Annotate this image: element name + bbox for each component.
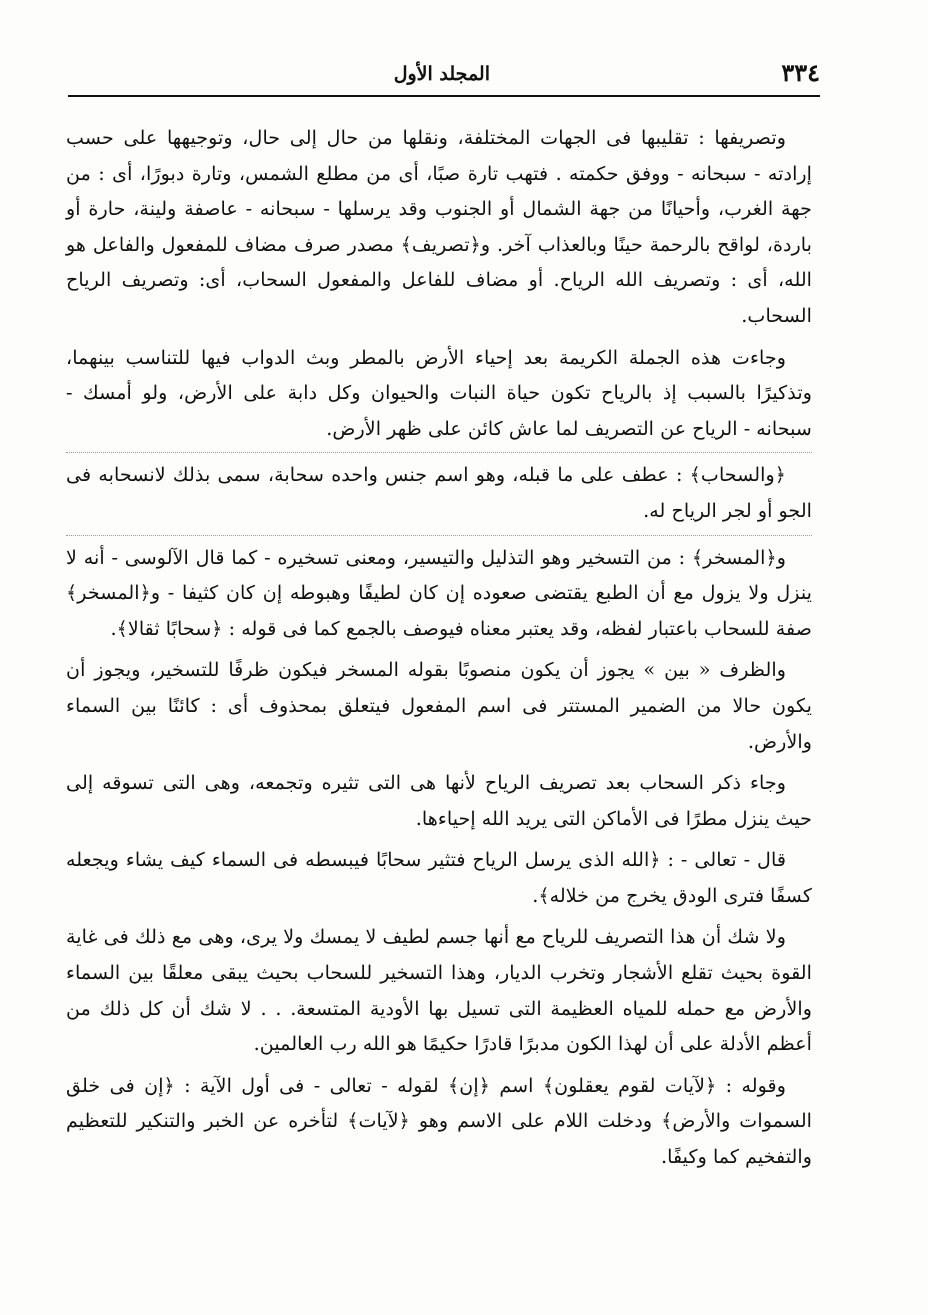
paragraph-musakhkhar: و﴿المسخر﴾ : من التسخير وهو التذليل والتيسير، ومعنى تسخيره - كما قال الآلوسى - أنه لا ينزل ولا يزول مع أن الطبع يقتضى صعوده إن كان لطيفًا وهبوطه إن كان كثيفا - و﴿المسخر﴾ صفة للسحاب باعتبار لفظه، وقد يعتبر معناه فيوصف بالجمع كما فى قوله : ﴿سحابًا ثقالا﴾.	[66, 535, 812, 647]
page-header	[68, 58, 820, 92]
header-divider	[68, 95, 820, 97]
running-title: المجلد الأول	[393, 63, 490, 85]
page-number: ٣٣٤	[781, 58, 820, 87]
paragraph-order: وجاء ذكر السحاب بعد تصريف الرياح لأنها هى التى تثيره وتجمعه، وهى التى تسوقه إلى حيث ينزل مطرًا فى الأماكن التى يريد الله إحياءها.	[66, 771, 812, 830]
paragraph-context: وجاءت هذه الجملة الكريمة بعد إحياء الأرض بالمطر وبث الدواب فيها للتناسب بينهما، وتذكيرًا بالسبب إذ بالرياح تكون حياة النبات والحيوان وكل دابة على الأرض، ولو أمسك - سبحانه - الرياح عن التصريف لما عاش كائن على ظهر الأرض.	[66, 345, 812, 440]
paragraph-sahab: ﴿والسحاب﴾ : عطف على ما قبله، وهو اسم جنس واحده سحابة، سمى بذلك لانسحابه فى الجو أو لجر الرياح له.	[66, 452, 812, 528]
paragraph-grammar: وقوله : ﴿لآيات لقوم يعقلون﴾ اسم ﴿إن﴾ لقوله - تعالى - فى أول الآية : ﴿إن فى خلق السموات والأرض﴾ ودخلت اللام على الاسم وهو ﴿لآيات﴾ لتأخره عن الخبر والتنكير للتعظيم والتفخيم كما وكيفًا.	[66, 1073, 812, 1169]
body-text	[66, 120, 812, 1181]
paragraph-zarf-bayn: والظرف « بين » يجوز أن يكون منصوبًا بقوله المسخر فيكون ظرفًا للتسخير، ويجوز أن يكون حالا من الضمير المستتر فى اسم المفعول فيتعلق بمحذوف أى : كائنًا بين السماء والأرض.	[66, 658, 812, 753]
paragraph-quote: قال - تعالى - : ﴿الله الذى يرسل الرياح فتثير سحابًا فيبسطه فى السماء كيف يشاء ويجعله كسفًا فترى الودق يخرج من خلاله﴾.	[66, 848, 812, 907]
paragraph-conclusion: ولا شك أن هذا التصريف للرياح مع أنها جسم لطيف لا يمسك ولا يرى، وهى مع ذلك فى غاية القوة بحيث تقلع الأشجار وتخرب الديار، وهذا التسخير للسحاب بحيث يبقى معلقًا بين السماء والأرض مع حمله للمياه العظيمة التى تسيل بها الأودية المتسعة. . . لا شك أن كل ذلك من أعظم الأدلة على أن لهذا الكون مدبرًا قادرًا حكيمًا هو الله رب العالمين.	[66, 925, 812, 1056]
paragraph-tasrif-meaning: وتصريفها : تقليبها فى الجهات المختلفة، ونقلها من حال إلى حال، وتوجيهها على حسب إرادته - سبحانه - ووفق حكمته . فتهب تارة صبًا، أى من مطلع الشمس، وتارة دبورًا، أى : من جهة الغرب، وأحيانًا من جهة الشمال أو الجنوب وقد يرسلها - سبحانه - عاصفة ولينة، حارة أو باردة، لواقح بالرحمة حينًا وبالعذاب آخر. و﴿تصريف﴾ مصدر صرف مضاف للمفعول والفاعل هو الله، أى : وتصريف الله الرياح. أو مضاف للفاعل والمفعول السحاب، أى: وتصريف الرياح السحاب.	[66, 126, 812, 327]
